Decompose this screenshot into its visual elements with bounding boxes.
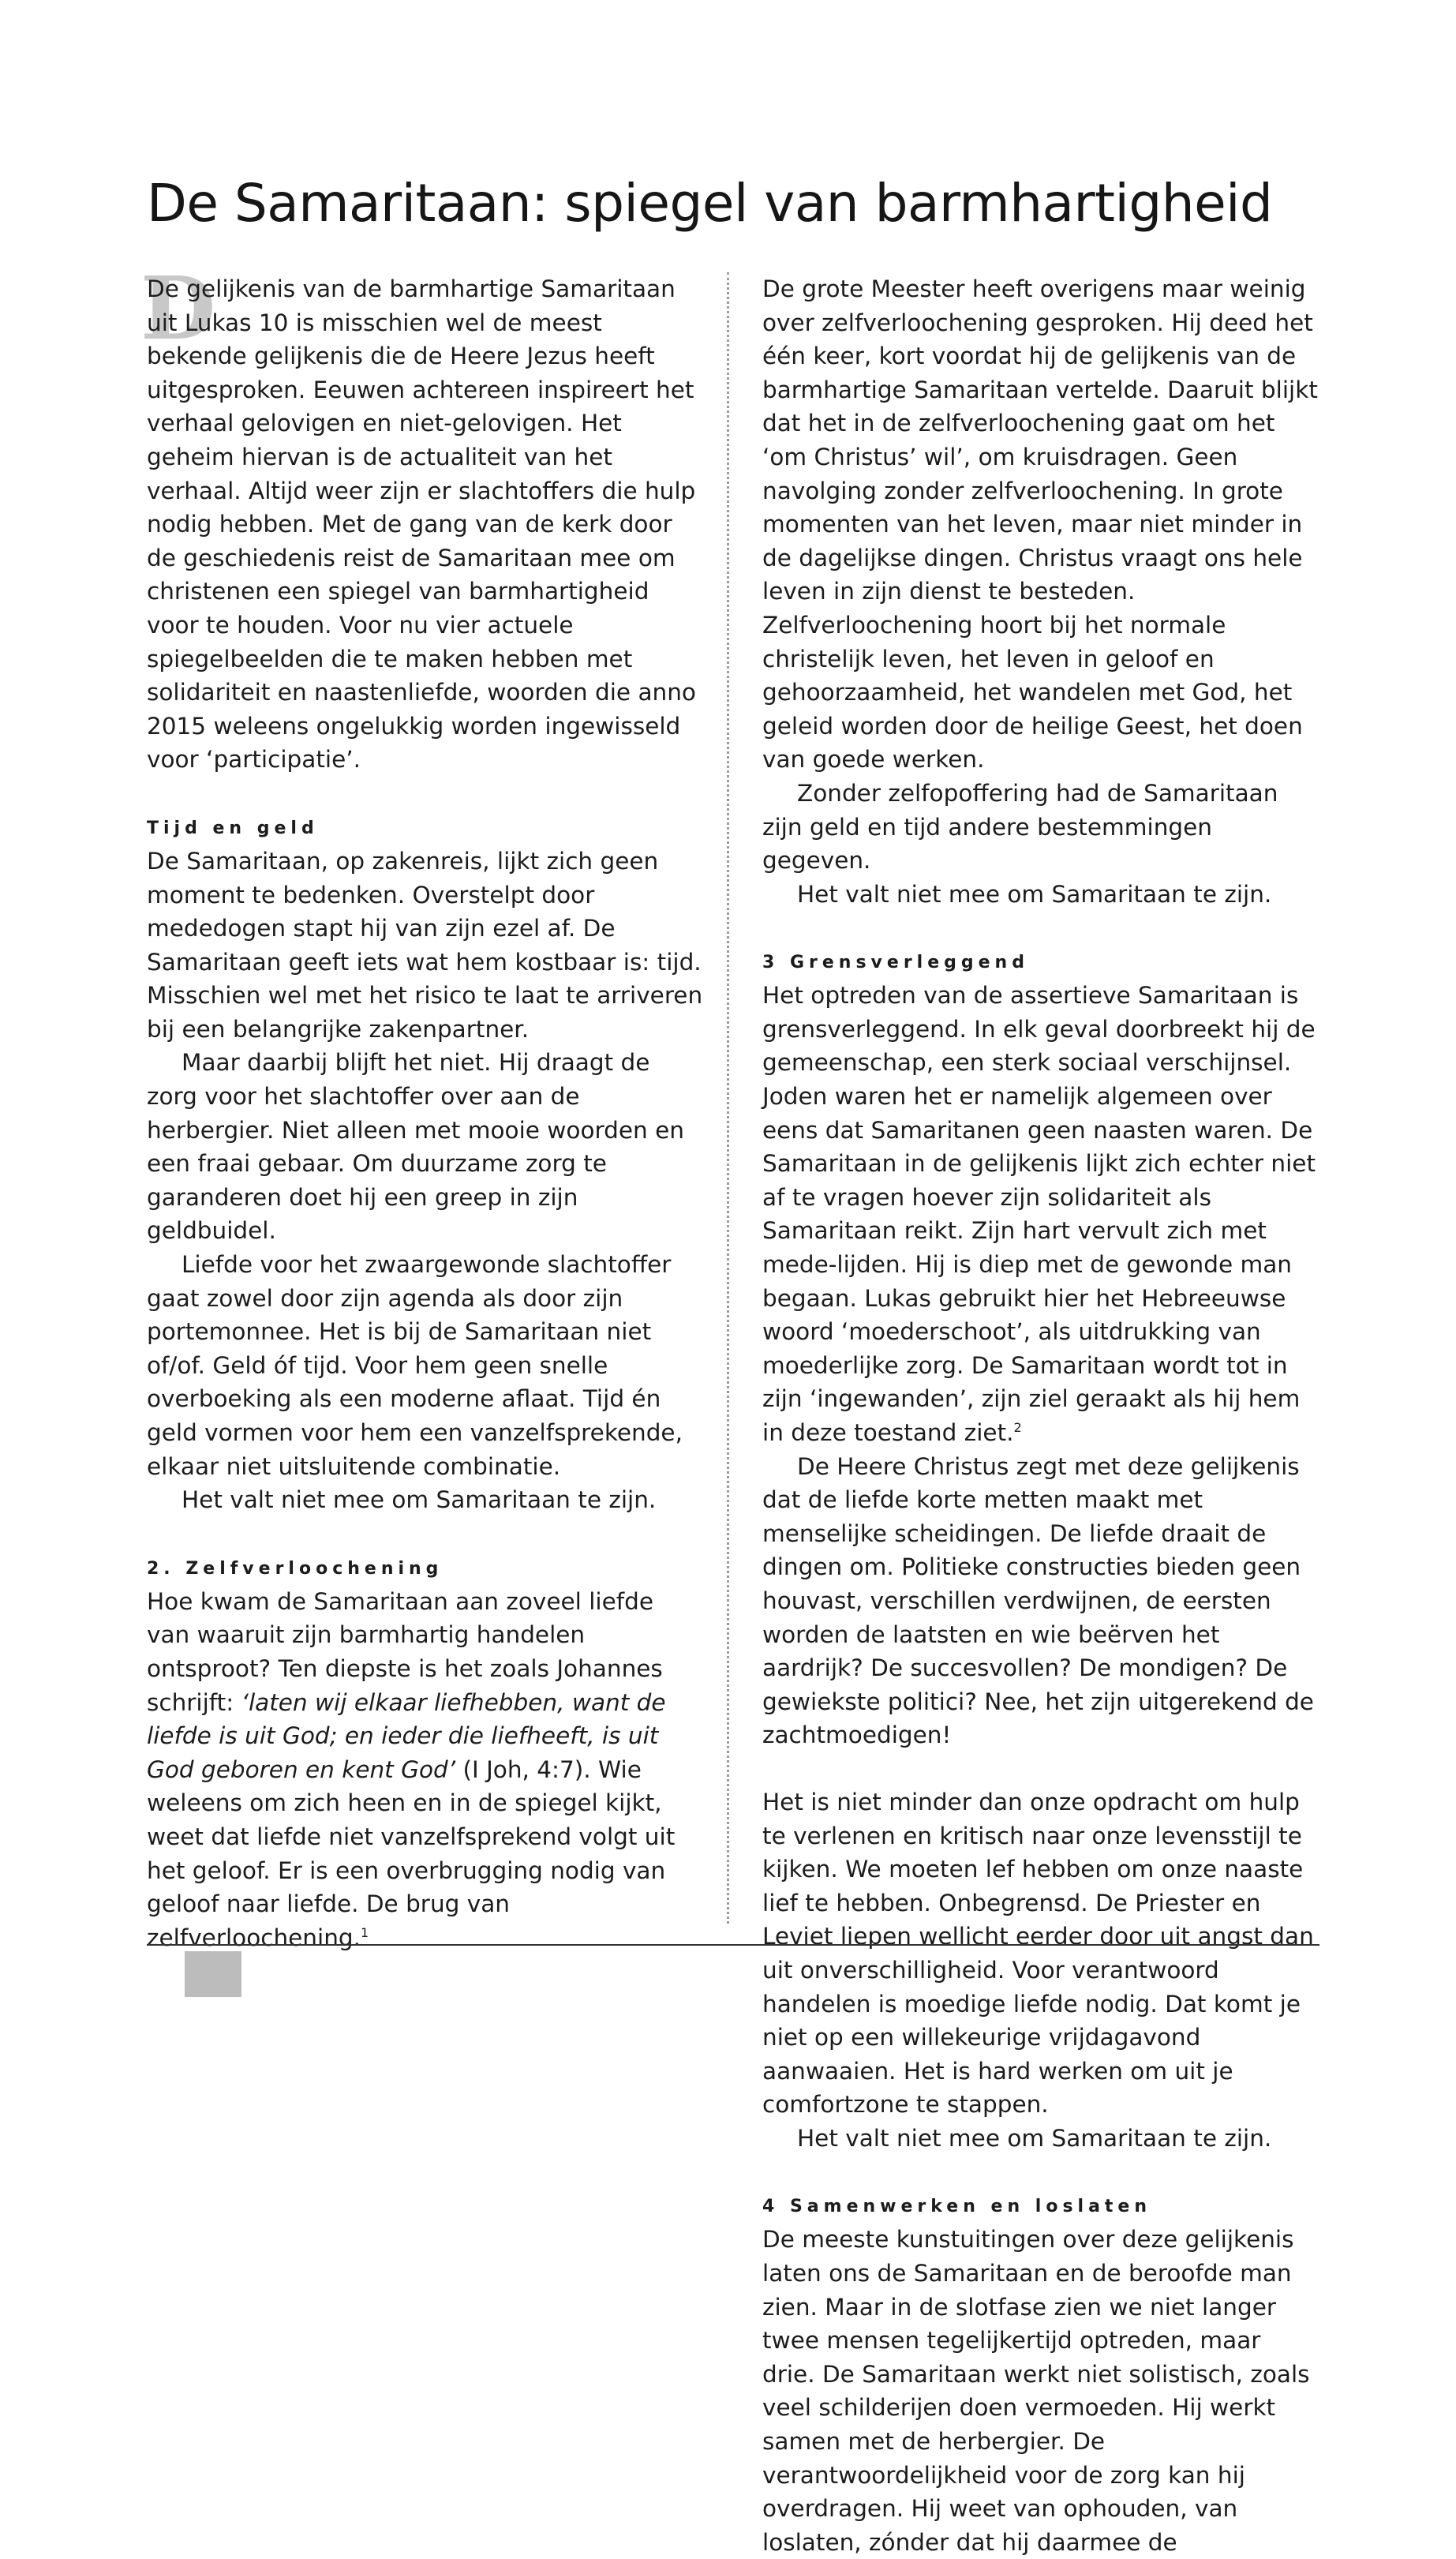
paragraph: Het is niet minder dan onze opdracht om hulp te verlenen en kritisch naar onze levensstijl te kijken. We moeten lef hebben om onze naaste lief te hebben. Onbegrensd. De Priester en Leviet liepen wellicht eerder door uit angst dan uit onverschilligheid. Voor verantwoord handelen is moedige liefde nodig. Dat komt je niet op een willekeurige vrijdagavond aanwaaien. Het is hard werken om uit je comfortzone te stappen.: [762, 1788, 1314, 2119]
section-heading-zelfverloochening: 2. Zelfverloochening: [147, 1558, 444, 1579]
paragraph: Maar daarbij blijft het niet. Hij draagt de zorg voor het slachtoffer over aan de herbergier. Niet alleen met mooie woorden en een fraai gebaar. Om duurzame zorg te garanderen doet hij een greep in zijn geldbuidel.: [147, 1049, 684, 1245]
footnote-marker: 1: [361, 1924, 369, 1940]
section-heading-tijd-en-geld: Tijd en geld: [147, 818, 319, 838]
refrain: Het valt niet mee om Samaritaan te zijn.: [797, 2124, 1272, 2152]
article-title: De Samaritaan: spiegel van barmhartigheid: [147, 173, 1273, 234]
paragraph: De Heere Christus zegt met deze gelijkenis dat de liefde korte metten maakt met menselijke scheidingen. De liefde draait de dingen om. Politieke constructies bieden geen houvast, verschillen verdwijnen, de eersten worden de laatsten en wie beërven het aardrijk? De succesvollen? De mondigen? De gewiekste politici? Nee, het zijn uitgerekend de zachtmoedigen!: [762, 1452, 1314, 1749]
intro-paragraph: De gelijkenis van de barmhartige Samaritaan uit Lukas 10 is misschien wel de meest bekende gelijkenis die de Heere Jezus heeft uitgesproken. Eeuwen achtereen inspireert het verhaal gelovigen en niet-gelovigen. Het geheim hiervan is de actualiteit van het verhaal. Altijd weer zijn er slachtoffers die hulp nodig hebben. Met de gang van de kerk door de geschiedenis reist de Samaritaan mee om christenen een spiegel van barmhartigheid voor te houden. Voor nu vier actuele spiegelbeelden die te maken hebben met solidariteit en naastenliefde, woorden die anno 2015 weleens ongelukkig worden ingewisseld voor ‘participatie’.: [147, 275, 696, 774]
left-column: [140, 257, 703, 1951]
footnote-marker: 2: [1013, 1420, 1022, 1436]
paragraph: Hoe kwam de Samaritaan aan zoveel liefde van waaruit zijn barmhartig handelen ontsproot? Ten diepste is het zoals Johannes schrijft: ‘laten wij elkaar liefhebben, want de liefde is uit God; en ieder die liefheeft, is uit God geboren en kent God’ (I Joh, 4:7). Wie weleens om zich heen en in de spiegel kijkt, weet dat liefde niet vanzelfsprekend volgt uit het geloof. Er is een overbrugging nodig van geloof naar liefde. De brug van zelfverloochening.$^1$: [147, 1587, 676, 1951]
drop-cap: D: [140, 257, 216, 359]
page-number: [185, 1951, 241, 1997]
refrain: Het valt niet mee om Samaritaan te zijn.: [182, 1486, 657, 1514]
paragraph: Zonder zelfopoffering had de Samaritaan zijn geld en tijd andere bestemmingen gegeven.: [762, 779, 1278, 875]
refrain: Het valt niet mee om Samaritaan te zijn.: [797, 880, 1272, 908]
intro-block: [140, 257, 703, 777]
right-column: [762, 272, 1319, 2556]
paragraph: De meeste kunstuitingen over deze gelijkenis laten ons de Samaritaan en de beroofde man zien. Maar in de slotfase zien we niet langer twee mensen tegelijkertijd optreden, maar drie. De Samaritaan werkt niet solistisch, zoals veel schilderijen doen vermoeden. Hij werkt samen met de herbergier. De verantwoordelijkheid voor de zorg kan hij overdragen. Hij weet van ophouden, van loslaten, zónder dat hij daarmee de: [762, 2226, 1310, 2556]
column-divider: [727, 272, 729, 1924]
bible-quote: ‘laten wij elkaar liefhebben, want de liefde is uit God; en ieder die liefheeft, is uit God geboren en kent God’: [147, 1688, 666, 1783]
paragraph-continued: De grote Meester heeft overigens maar weinig over zelfverloochening gesproken. Hij deed het één keer, kort voordat hij de gelijkenis van de barmhartige Samaritaan vertelde. Daaruit blijkt dat het in de zelfverloochening gaat om het ‘om Christus’ wil’, om kruisdragen. Geen navolging zonder zelfverloochening. In grote momenten van het leven, maar niet minder in de dagelijkse dingen. Christus vraagt ons hele leven in zijn dienst te besteden. Zelfverloochening hoort bij het normale christelijk leven, het leven in geloof en gehoorzaamheid, het wandelen met God, het geleid worden door de heilige Geest, het doen van goede werken.: [762, 275, 1318, 774]
section-heading-samenwerken-en-loslaten: 4 Samenwerken en loslaten: [762, 2197, 1152, 2217]
paragraph: De Samaritaan, op zakenreis, lijkt zich geen moment te bedenken. Overstelpt door mededogen stapt hij van zijn ezel af. De Samaritaan geeft iets wat hem kostbaar is: tijd. Misschien wel met het risico te laat te arriveren bij een belangrijke zakenpartner.: [147, 847, 703, 1043]
section-heading-grensverleggend: 3 Grensverleggend: [762, 953, 1029, 973]
paragraph: Liefde voor het zwaargewonde slachtoffer gaat zowel door zijn agenda als door zijn portemonnee. Het is bij de Samaritaan niet of/of. Geld óf tijd. Voor hem geen snelle overboeking als een moderne aflaat. Tijd én geld vormen voor hem een vanzelfsprekende, elkaar niet uitsluitende combinatie.: [147, 1251, 683, 1480]
paragraph: Het optreden van de assertieve Samaritaan is grensverleggend. In elk geval doorbreekt hij de gemeenschap, een sterk sociaal verschijnsel. Joden waren het er namelijk algemeen over eens dat Samaritanen geen naasten waren. De Samaritaan in de gelijkenis lijkt zich echter niet af te vragen hoever zijn solidariteit als Samaritaan reikt. Zijn hart vervult zich met mede-lijden. Hij is diep met de gewonde man begaan. Lukas gebruikt hier het Hebreeuwse woord ‘moederschoot’, als uitdrukking van moederlijke zorg. De Samaritaan wordt tot in zijn ‘ingewanden’, zijn ziel geraakt als hij hem in deze toestand ziet.$^2$: [762, 982, 1316, 1446]
footer-rule: [147, 1944, 1319, 1946]
